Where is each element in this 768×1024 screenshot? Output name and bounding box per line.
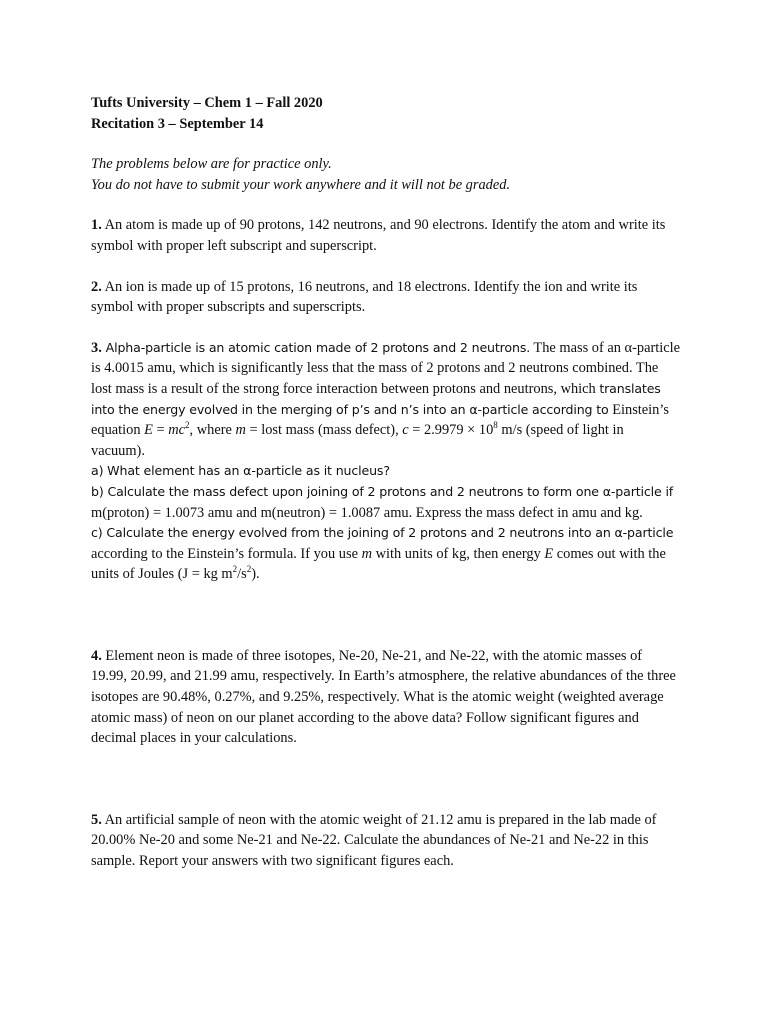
problem-3-text-d: , where	[189, 422, 236, 439]
problem-3-part-a: a) What element has an α-particle as it nucleus?	[91, 463, 390, 479]
problem-2	[91, 277, 681, 318]
problem-3-text-f: = 2.9979 × 10	[408, 422, 494, 439]
equation-E: E	[144, 422, 153, 439]
document-page	[91, 93, 681, 872]
problem-text: An artificial sample of neon with the atomic weight of 21.12 amu is prepared in the lab made of 20.00% Ne-20 and some Ne-21 and Ne-22. Calculate the abundances of Ne-21 and Ne-22 in this sample. Report your answers with two significant figures each.	[91, 811, 657, 870]
problem-5	[91, 810, 681, 872]
problem-1	[91, 215, 681, 256]
part-c-var-m: m	[361, 545, 372, 562]
part-c-text-4: /s	[237, 566, 247, 583]
part-c-text-2: with units of kg, then energy	[371, 545, 545, 562]
part-c-var-E: E	[544, 545, 554, 562]
part-c-text-3: comes out with the units of Joules (J = kg m	[91, 545, 666, 583]
intro-line-1: The problems below are for practice only.	[91, 156, 332, 173]
problem-3-text-e: = lost mass (mass defect),	[245, 422, 403, 439]
equation-mc: mc	[168, 422, 186, 439]
problem-number: 2.	[91, 278, 102, 295]
problem-3-part-c	[91, 523, 681, 585]
problem-3-lead: Alpha-particle is an atomic cation made of 2 protons and 2 neutrons.	[101, 339, 531, 355]
course-title: Tufts University – Chem 1 – Fall 2020	[91, 95, 323, 111]
intro-line-2: You do not have to submit your work anywhere and it will not be graded.	[91, 176, 511, 193]
document-header	[91, 93, 681, 134]
problem-3-part-b	[91, 482, 681, 523]
part-c-text-5: ).	[251, 566, 260, 583]
part-c-exp-2: 2	[246, 564, 252, 575]
problem-text: An ion is made up of 15 protons, 16 neutrons, and 18 electrons. Identify the ion and write its symbol with proper subscripts and superscripts.	[91, 278, 638, 316]
problem-number: 1.	[91, 217, 102, 234]
part-c-lead: c) Calculate the energy evolved from the joining of 2 protons and 2 neutrons into an α-particle	[91, 525, 674, 541]
problem-text: An atom is made up of 90 protons, 142 neutrons, and 90 electrons. Identify the atom and write its symbol with proper left subscript and superscript.	[91, 217, 666, 254]
problem-3-text-g: m/s (speed of light in vacuum).	[91, 422, 624, 459]
var-c: c	[402, 422, 409, 439]
intro-note	[91, 154, 681, 195]
part-b-lead: b) Calculate the mass defect upon joining of 2 protons and 2 neutrons to form one α-particle if	[91, 483, 674, 499]
part-c-text-1: according to the Einstein’s formula. If you use	[91, 545, 362, 562]
problem-text: Element neon is made of three isotopes, Ne-20, Ne-21, and Ne-22, with the atomic masses of 19.99, 20.99, and 21.99 amu, respectively. In Earth’s atmosphere, the relative abundances of the three isotopes are 90.48%, 0.27%, and 9.25%, respectively. What is the atomic weight (weighted average atomic mass) of neon on our planet according to the above data? Follow significant figures and decimal places in your calculations.	[91, 647, 676, 747]
equation-equals: =	[152, 422, 169, 439]
recitation-title: Recitation 3 – September 14	[91, 115, 264, 132]
problem-3	[91, 338, 681, 585]
equation-exponent: 2	[185, 420, 190, 431]
problem-number: 5.	[91, 811, 102, 828]
var-m: m	[235, 422, 246, 439]
problem-3-text-c: Einstein’s equation	[91, 401, 669, 439]
part-b-text: m(proton) = 1.0073 amu and m(neutron) = 1.0087 amu. Express the mass defect in amu and kg.	[91, 504, 643, 521]
problem-3-text-a: The mass of an α-particle is 4.0015 amu, which is significantly less that the mass of 2 protons and 2 neutrons combined. The lost mass is a result of the strong force interaction between protons and neutrons, which	[91, 339, 681, 397]
part-c-exp-1: 2	[232, 564, 238, 575]
problem-number: 4.	[91, 647, 102, 664]
problem-number: 3.	[91, 339, 102, 356]
problem-4	[91, 646, 681, 749]
problem-3-text-b: translates into the energy evolved in the merging of p’s and n’s into an α-particle according to	[91, 380, 661, 417]
speed-exponent: 8	[493, 420, 498, 431]
problem-3-body	[91, 338, 681, 462]
